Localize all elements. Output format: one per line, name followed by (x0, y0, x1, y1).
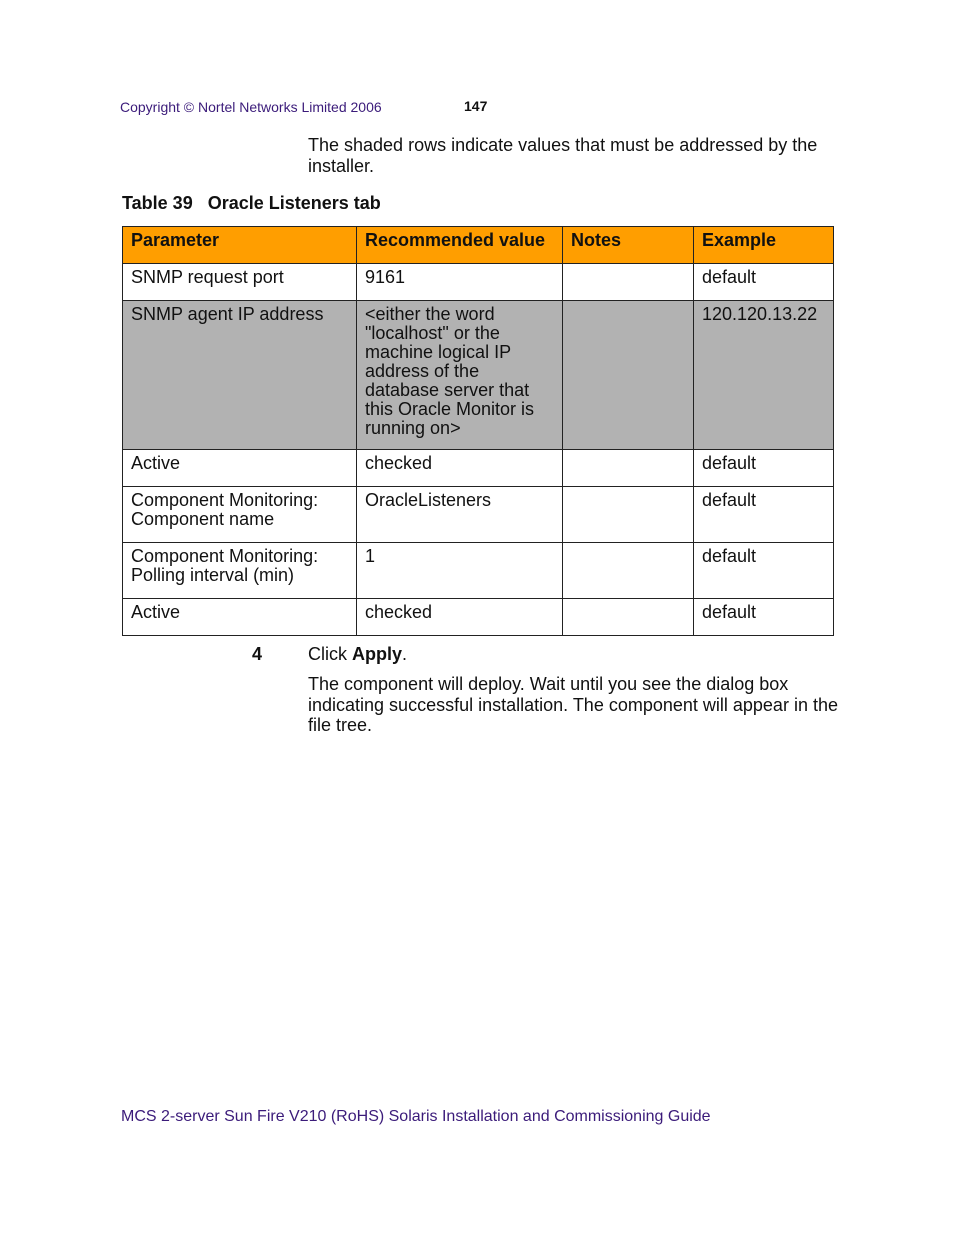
step-instruction (308, 644, 407, 665)
cell-value: checked (357, 599, 563, 636)
cell-parameter: Component Monitoring: Polling interval (min) (123, 543, 357, 599)
column-header-example: Example (694, 227, 834, 264)
header-copyright: Copyright © Nortel Networks Limited 2006 (120, 99, 382, 115)
cell-parameter: SNMP agent IP address (123, 301, 357, 450)
cell-parameter: Active (123, 450, 357, 487)
cell-value: 9161 (357, 264, 563, 301)
cell-example: default (694, 264, 834, 301)
cell-example: default (694, 599, 834, 636)
table-caption-title: Oracle Listeners tab (207, 193, 381, 213)
step-prefix: Click (308, 644, 352, 664)
cell-value: checked (357, 450, 563, 487)
cell-example: default (694, 487, 834, 543)
footer-title: MCS 2-server Sun Fire V210 (RoHS) Solaris Installation and Commissioning Guide (121, 1108, 711, 1125)
cell-example: default (694, 543, 834, 599)
table-row (123, 450, 834, 487)
cell-notes (563, 487, 694, 543)
step-suffix: . (402, 644, 408, 664)
table-row (123, 487, 834, 543)
column-header-parameter: Parameter (123, 227, 357, 264)
cell-parameter: Component Monitoring: Component name (123, 487, 357, 543)
table-header-row (123, 227, 834, 264)
table-row (123, 264, 834, 301)
oracle-listeners-table (122, 226, 834, 636)
column-header-notes: Notes (563, 227, 694, 264)
step-number: 4 (252, 644, 263, 664)
page-number: 147 (464, 98, 488, 114)
cell-notes (563, 264, 694, 301)
intro-paragraph: The shaded rows indicate values that must be addressed by the installer. (308, 135, 818, 176)
result-paragraph: The component will deploy. Wait until you see the dialog box indicating successful installation. The component will appear in the file tree. (308, 674, 838, 735)
cell-value: <either the word "localhost" or the machine logical IP address of the database server that this Oracle Monitor is running on> (357, 301, 563, 450)
column-header-recommended-value: Recommended value (357, 227, 563, 264)
cell-value: OracleListeners (357, 487, 563, 543)
cell-example: 120.120.13.22 (694, 301, 834, 450)
cell-notes (563, 301, 694, 450)
cell-example: default (694, 450, 834, 487)
step-action: Apply (352, 644, 403, 664)
table-row (123, 599, 834, 636)
cell-parameter: Active (123, 599, 357, 636)
table-row (123, 543, 834, 599)
table-caption (122, 193, 381, 214)
cell-parameter: SNMP request port (123, 264, 357, 301)
cell-notes (563, 450, 694, 487)
cell-notes (563, 543, 694, 599)
table-row-shaded (123, 301, 834, 450)
cell-notes (563, 599, 694, 636)
cell-value: 1 (357, 543, 563, 599)
table-caption-number: Table 39 (122, 193, 193, 213)
